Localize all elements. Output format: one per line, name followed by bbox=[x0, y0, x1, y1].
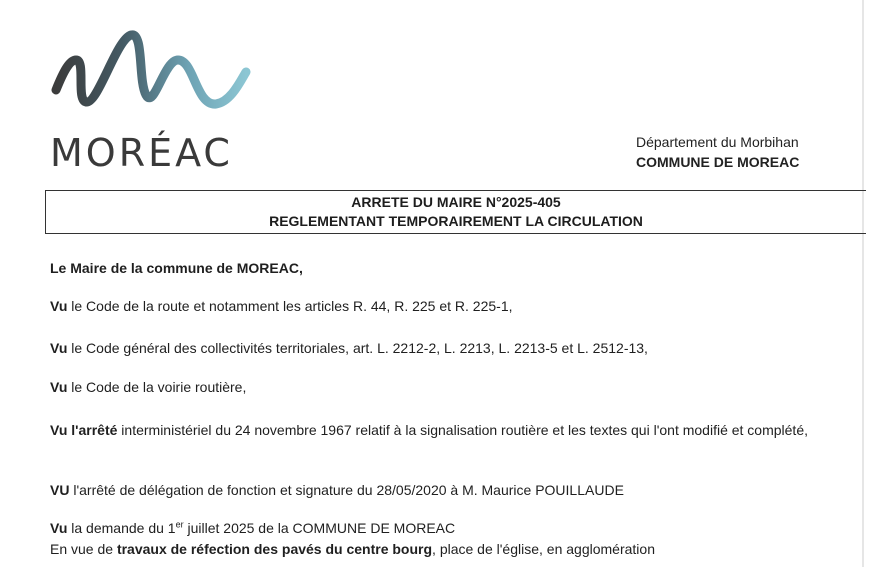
vu-paragraph-3 bbox=[50, 377, 862, 398]
logo-wordmark: MORÉAC bbox=[50, 131, 233, 175]
vu-text: interministériel du 24 novembre 1967 relatif à la signalisation routière et les textes qui l'ont modifié et complété, bbox=[117, 422, 808, 438]
department-block bbox=[636, 132, 799, 172]
ordinal-superscript: er bbox=[175, 519, 184, 530]
decree-subject: REGLEMENTANT TEMPORAIREMENT LA CIRCULATION bbox=[269, 213, 643, 229]
vu-label: Vu bbox=[50, 340, 68, 356]
works-text: , place de l'église, en agglomération bbox=[432, 541, 655, 557]
works-line bbox=[50, 539, 862, 560]
vu-line-demand bbox=[50, 518, 862, 539]
vu-label: Vu bbox=[50, 379, 68, 395]
vu-paragraph-5 bbox=[50, 480, 862, 501]
vu-paragraph-2 bbox=[50, 338, 862, 359]
vu-label: Vu bbox=[50, 520, 68, 536]
intro-text: Le Maire de la commune de MOREAC, bbox=[50, 260, 303, 276]
works-bold: travaux de réfection des pavés du centre bourg bbox=[116, 541, 433, 557]
vu-paragraph-6 bbox=[50, 518, 862, 560]
moreac-wave-logo-icon bbox=[46, 20, 256, 125]
vu-text: l'arrêté de délégation de fonction et signature du 28/05/2020 à M. Maurice POUILLAUDE bbox=[69, 482, 624, 498]
vu-label: VU bbox=[50, 482, 70, 498]
decree-number: ARRETE DU MAIRE N°2025-405 bbox=[351, 194, 561, 210]
vu-label: Vu l'arrêté bbox=[50, 422, 118, 438]
vu-text: le Code général des collectivités territoriales, art. L. 2212-2, L. 2213, L. 2213-5 et L. 2512-13, bbox=[67, 340, 648, 356]
intro-paragraph bbox=[50, 258, 862, 279]
vu-paragraph-1 bbox=[50, 296, 862, 317]
page-edge bbox=[862, 0, 864, 567]
vu-text: la demande du 1 bbox=[67, 520, 176, 536]
vu-text: le Code de la voirie routière, bbox=[67, 379, 247, 395]
vu-label: Vu bbox=[50, 298, 68, 314]
works-text: En vue de bbox=[50, 541, 117, 557]
decree-title-box bbox=[45, 190, 866, 234]
commune-name: COMMUNE DE MOREAC bbox=[636, 154, 800, 170]
vu-text: le Code de la route et notamment les articles R. 44, R. 225 et R. 225-1, bbox=[67, 298, 513, 314]
vu-text: juillet 2025 de la COMMUNE DE MOREAC bbox=[183, 520, 456, 536]
vu-paragraph-4 bbox=[50, 420, 862, 441]
department-name: Département du Morbihan bbox=[636, 134, 799, 150]
